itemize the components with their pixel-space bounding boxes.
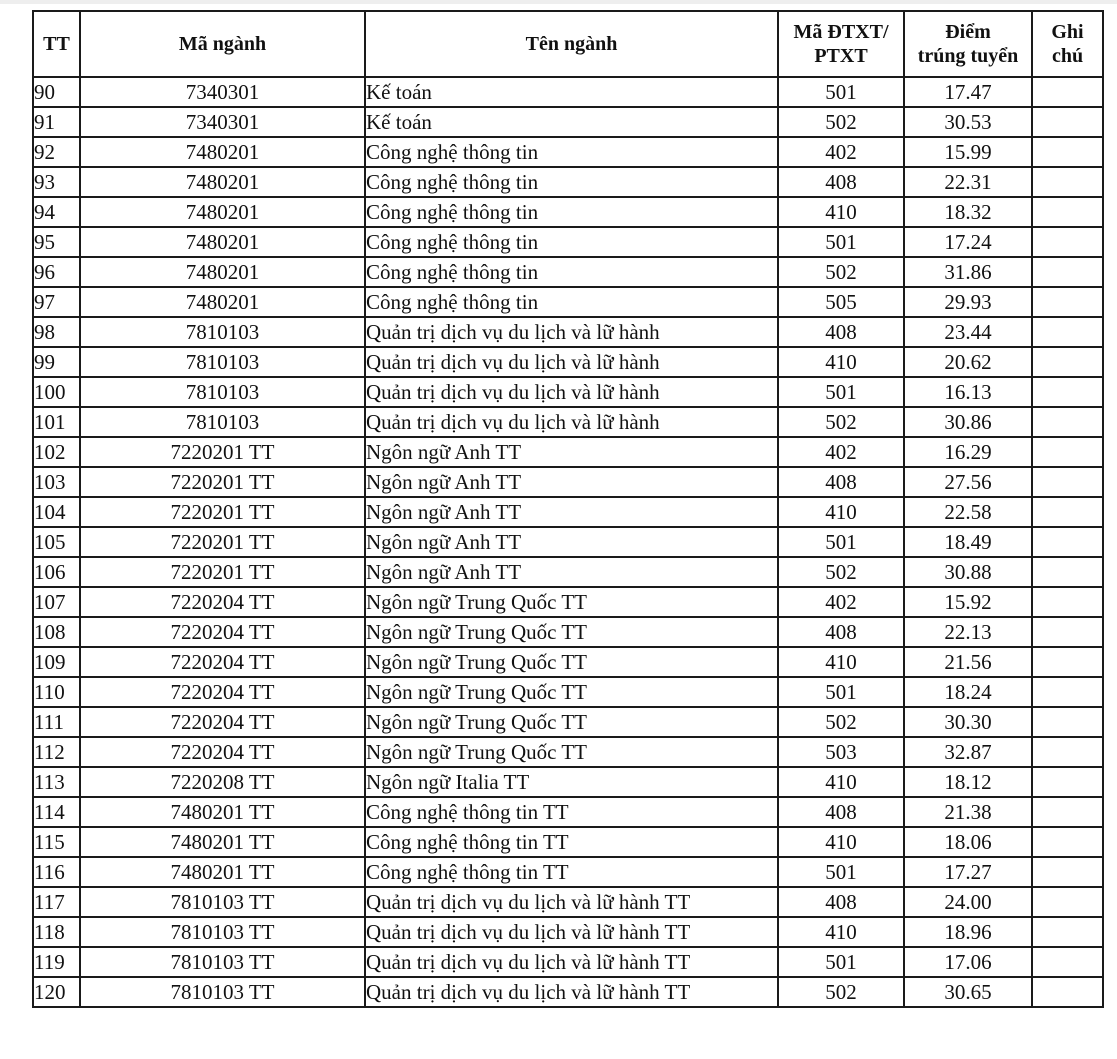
cell-admission-mode: 408 — [778, 887, 904, 917]
header-admission-mode — [778, 11, 904, 77]
table-row — [33, 227, 1103, 257]
cell-tt: 104 — [33, 497, 80, 527]
cell-note — [1032, 887, 1103, 917]
cell-score: 22.13 — [904, 617, 1032, 647]
cell-score: 30.30 — [904, 707, 1032, 737]
cell-major-code: 7220201 TT — [80, 497, 365, 527]
cell-admission-mode: 501 — [778, 527, 904, 557]
table-row — [33, 797, 1103, 827]
cell-major-code: 7810103 TT — [80, 917, 365, 947]
cell-admission-mode: 410 — [778, 827, 904, 857]
cell-tt: 108 — [33, 617, 80, 647]
cell-major-name: Quản trị dịch vụ du lịch và lữ hành — [365, 407, 778, 437]
table-row — [33, 947, 1103, 977]
cell-major-name: Quản trị dịch vụ du lịch và lữ hành TT — [365, 947, 778, 977]
cell-tt: 106 — [33, 557, 80, 587]
cell-admission-mode: 501 — [778, 377, 904, 407]
cell-note — [1032, 377, 1103, 407]
cell-admission-mode: 501 — [778, 857, 904, 887]
cell-score: 30.86 — [904, 407, 1032, 437]
table-row — [33, 197, 1103, 227]
cell-score: 17.27 — [904, 857, 1032, 887]
cell-note — [1032, 647, 1103, 677]
cell-tt: 119 — [33, 947, 80, 977]
cell-admission-mode: 501 — [778, 77, 904, 107]
cell-tt: 93 — [33, 167, 80, 197]
cell-admission-mode: 408 — [778, 797, 904, 827]
cell-major-name: Quản trị dịch vụ du lịch và lữ hành TT — [365, 917, 778, 947]
table-row — [33, 557, 1103, 587]
cell-score: 15.99 — [904, 137, 1032, 167]
cell-major-name: Công nghệ thông tin TT — [365, 827, 778, 857]
cell-admission-mode: 505 — [778, 287, 904, 317]
cell-major-name: Công nghệ thông tin — [365, 257, 778, 287]
cell-major-name: Quản trị dịch vụ du lịch và lữ hành TT — [365, 977, 778, 1007]
cell-note — [1032, 797, 1103, 827]
header-admission-mode-line1: Mã ĐTXT/ — [793, 21, 889, 43]
cell-tt: 90 — [33, 77, 80, 107]
cell-tt: 103 — [33, 467, 80, 497]
cell-score: 22.58 — [904, 497, 1032, 527]
table-row — [33, 647, 1103, 677]
cell-note — [1032, 257, 1103, 287]
cell-admission-mode: 402 — [778, 587, 904, 617]
cell-tt: 92 — [33, 137, 80, 167]
table-row — [33, 887, 1103, 917]
cell-major-code: 7220204 TT — [80, 647, 365, 677]
header-note-line1: Ghi — [1051, 21, 1084, 43]
cell-major-code: 7480201 — [80, 197, 365, 227]
cell-score: 32.87 — [904, 737, 1032, 767]
cell-note — [1032, 287, 1103, 317]
cell-tt: 100 — [33, 377, 80, 407]
cell-major-name: Quản trị dịch vụ du lịch và lữ hành — [365, 317, 778, 347]
cell-score: 17.24 — [904, 227, 1032, 257]
cell-major-code: 7220204 TT — [80, 737, 365, 767]
cell-major-code: 7220201 TT — [80, 557, 365, 587]
cell-admission-mode: 502 — [778, 557, 904, 587]
cell-note — [1032, 107, 1103, 137]
cell-major-code: 7810103 TT — [80, 947, 365, 977]
cell-note — [1032, 617, 1103, 647]
cell-major-code: 7480201 — [80, 137, 365, 167]
table-row — [33, 857, 1103, 887]
cell-major-code: 7220208 TT — [80, 767, 365, 797]
cell-tt: 120 — [33, 977, 80, 1007]
cell-admission-mode: 410 — [778, 347, 904, 377]
table-body — [33, 77, 1103, 1007]
cell-major-code: 7220204 TT — [80, 587, 365, 617]
cell-tt: 111 — [33, 707, 80, 737]
table-row — [33, 527, 1103, 557]
table-row — [33, 347, 1103, 377]
cell-note — [1032, 497, 1103, 527]
table-row — [33, 827, 1103, 857]
cell-note — [1032, 977, 1103, 1007]
cell-score: 27.56 — [904, 467, 1032, 497]
cell-tt: 114 — [33, 797, 80, 827]
top-edge-bar — [0, 0, 1117, 4]
cell-admission-mode: 502 — [778, 107, 904, 137]
cell-tt: 116 — [33, 857, 80, 887]
cell-tt: 101 — [33, 407, 80, 437]
cell-major-code: 7480201 — [80, 227, 365, 257]
header-admission-mode-line2: PTXT — [814, 45, 868, 67]
cell-admission-mode: 410 — [778, 197, 904, 227]
cell-major-name: Quản trị dịch vụ du lịch và lữ hành — [365, 347, 778, 377]
cell-note — [1032, 677, 1103, 707]
cell-note — [1032, 197, 1103, 227]
cell-tt: 109 — [33, 647, 80, 677]
cell-score: 29.93 — [904, 287, 1032, 317]
cell-score: 30.53 — [904, 107, 1032, 137]
cell-major-name: Quản trị dịch vụ du lịch và lữ hành — [365, 377, 778, 407]
cell-admission-mode: 410 — [778, 917, 904, 947]
cell-major-name: Ngôn ngữ Anh TT — [365, 497, 778, 527]
cell-admission-mode: 410 — [778, 497, 904, 527]
cell-note — [1032, 827, 1103, 857]
cell-note — [1032, 767, 1103, 797]
cell-admission-mode: 502 — [778, 407, 904, 437]
table-row — [33, 107, 1103, 137]
cell-score: 30.88 — [904, 557, 1032, 587]
cell-note — [1032, 587, 1103, 617]
cell-major-name: Ngôn ngữ Anh TT — [365, 437, 778, 467]
cell-major-code: 7480201 — [80, 287, 365, 317]
cell-major-code: 7220204 TT — [80, 677, 365, 707]
cell-tt: 117 — [33, 887, 80, 917]
cell-major-code: 7480201 — [80, 167, 365, 197]
cell-tt: 99 — [33, 347, 80, 377]
cell-score: 20.62 — [904, 347, 1032, 377]
cell-note — [1032, 917, 1103, 947]
cell-tt: 97 — [33, 287, 80, 317]
cell-major-code: 7810103 — [80, 407, 365, 437]
table-row — [33, 617, 1103, 647]
cell-note — [1032, 137, 1103, 167]
table-row — [33, 377, 1103, 407]
cell-tt: 118 — [33, 917, 80, 947]
cell-major-name: Công nghệ thông tin — [365, 167, 778, 197]
cell-major-code: 7810103 TT — [80, 887, 365, 917]
table-row — [33, 257, 1103, 287]
table-row — [33, 587, 1103, 617]
cell-admission-mode: 408 — [778, 167, 904, 197]
cell-tt: 94 — [33, 197, 80, 227]
table-row — [33, 467, 1103, 497]
cell-major-code: 7220204 TT — [80, 617, 365, 647]
cell-major-name: Công nghệ thông tin — [365, 197, 778, 227]
cell-admission-mode: 410 — [778, 767, 904, 797]
table-row — [33, 77, 1103, 107]
cell-major-name: Ngôn ngữ Anh TT — [365, 467, 778, 497]
cell-major-name: Ngôn ngữ Anh TT — [365, 557, 778, 587]
table-row — [33, 977, 1103, 1007]
cell-admission-mode: 408 — [778, 467, 904, 497]
cell-admission-mode: 402 — [778, 437, 904, 467]
cell-note — [1032, 227, 1103, 257]
cell-major-code: 7340301 — [80, 77, 365, 107]
cell-major-name: Công nghệ thông tin — [365, 137, 778, 167]
cell-score: 21.56 — [904, 647, 1032, 677]
table-row — [33, 407, 1103, 437]
header-note — [1032, 11, 1103, 77]
cell-score: 18.49 — [904, 527, 1032, 557]
cell-admission-mode: 502 — [778, 707, 904, 737]
cell-admission-mode: 408 — [778, 317, 904, 347]
cell-major-code: 7220201 TT — [80, 527, 365, 557]
cell-admission-mode: 502 — [778, 977, 904, 1007]
cell-tt: 96 — [33, 257, 80, 287]
cell-tt: 113 — [33, 767, 80, 797]
cell-admission-mode: 501 — [778, 947, 904, 977]
cell-major-code: 7340301 — [80, 107, 365, 137]
cell-major-name: Ngôn ngữ Trung Quốc TT — [365, 737, 778, 767]
cell-score: 22.31 — [904, 167, 1032, 197]
cell-major-name: Kế toán — [365, 107, 778, 137]
cell-major-code: 7220201 TT — [80, 437, 365, 467]
cell-score: 17.47 — [904, 77, 1032, 107]
cell-tt: 110 — [33, 677, 80, 707]
cell-major-name: Ngôn ngữ Italia TT — [365, 767, 778, 797]
cell-major-code: 7480201 TT — [80, 827, 365, 857]
cell-tt: 112 — [33, 737, 80, 767]
cell-major-code: 7810103 TT — [80, 977, 365, 1007]
cell-note — [1032, 467, 1103, 497]
cell-major-name: Công nghệ thông tin — [365, 287, 778, 317]
cell-major-name: Ngôn ngữ Trung Quốc TT — [365, 617, 778, 647]
table-row — [33, 707, 1103, 737]
cell-score: 18.32 — [904, 197, 1032, 227]
cell-major-name: Ngôn ngữ Trung Quốc TT — [365, 587, 778, 617]
cell-note — [1032, 707, 1103, 737]
cell-score: 18.96 — [904, 917, 1032, 947]
cell-score: 18.24 — [904, 677, 1032, 707]
header-note-line2: chú — [1051, 45, 1084, 67]
cell-score: 18.12 — [904, 767, 1032, 797]
cell-note — [1032, 857, 1103, 887]
cell-note — [1032, 737, 1103, 767]
cell-admission-mode: 408 — [778, 617, 904, 647]
cell-admission-mode: 501 — [778, 227, 904, 257]
cell-tt: 91 — [33, 107, 80, 137]
cell-major-name: Công nghệ thông tin — [365, 227, 778, 257]
cell-major-name: Quản trị dịch vụ du lịch và lữ hành TT — [365, 887, 778, 917]
cell-note — [1032, 407, 1103, 437]
header-score — [904, 11, 1032, 77]
table-header-row — [33, 11, 1103, 77]
cell-note — [1032, 527, 1103, 557]
cell-note — [1032, 317, 1103, 347]
cell-tt: 95 — [33, 227, 80, 257]
cell-admission-mode: 501 — [778, 677, 904, 707]
cell-tt: 115 — [33, 827, 80, 857]
header-score-line1: Điểm — [945, 21, 991, 43]
cell-score: 31.86 — [904, 257, 1032, 287]
cell-admission-mode: 502 — [778, 257, 904, 287]
table-row — [33, 317, 1103, 347]
header-major-code: Mã ngành — [80, 11, 365, 77]
table-row — [33, 677, 1103, 707]
cell-tt: 102 — [33, 437, 80, 467]
cell-major-name: Ngôn ngữ Anh TT — [365, 527, 778, 557]
cell-note — [1032, 77, 1103, 107]
cell-major-code: 7480201 TT — [80, 797, 365, 827]
cell-note — [1032, 437, 1103, 467]
cell-score: 18.06 — [904, 827, 1032, 857]
cell-major-name: Ngôn ngữ Trung Quốc TT — [365, 707, 778, 737]
cell-major-code: 7220204 TT — [80, 707, 365, 737]
cell-major-name: Công nghệ thông tin TT — [365, 857, 778, 887]
cell-major-code: 7810103 — [80, 347, 365, 377]
header-major-name: Tên ngành — [365, 11, 778, 77]
cell-score: 15.92 — [904, 587, 1032, 617]
header-score-line2: trúng tuyển — [917, 45, 1019, 67]
cell-score: 16.29 — [904, 437, 1032, 467]
cell-major-code: 7220201 TT — [80, 467, 365, 497]
table-row — [33, 917, 1103, 947]
table-row — [33, 137, 1103, 167]
cell-major-name: Ngôn ngữ Trung Quốc TT — [365, 677, 778, 707]
cell-score: 16.13 — [904, 377, 1032, 407]
cell-major-code: 7480201 TT — [80, 857, 365, 887]
cell-score: 24.00 — [904, 887, 1032, 917]
table-row — [33, 767, 1103, 797]
table-row — [33, 737, 1103, 767]
table-row — [33, 437, 1103, 467]
table-row — [33, 287, 1103, 317]
cell-score: 17.06 — [904, 947, 1032, 977]
cell-admission-mode: 402 — [778, 137, 904, 167]
cell-major-name: Ngôn ngữ Trung Quốc TT — [365, 647, 778, 677]
cell-major-name: Công nghệ thông tin TT — [365, 797, 778, 827]
cell-tt: 105 — [33, 527, 80, 557]
cell-major-code: 7810103 — [80, 377, 365, 407]
cell-major-code: 7480201 — [80, 257, 365, 287]
admission-scores-table — [32, 10, 1104, 1008]
cell-score: 23.44 — [904, 317, 1032, 347]
table-row — [33, 167, 1103, 197]
cell-tt: 98 — [33, 317, 80, 347]
cell-major-code: 7810103 — [80, 317, 365, 347]
cell-note — [1032, 167, 1103, 197]
cell-major-name: Kế toán — [365, 77, 778, 107]
cell-note — [1032, 947, 1103, 977]
cell-note — [1032, 347, 1103, 377]
cell-score: 30.65 — [904, 977, 1032, 1007]
cell-tt: 107 — [33, 587, 80, 617]
table-row — [33, 497, 1103, 527]
header-tt: TT — [33, 11, 80, 77]
cell-admission-mode: 410 — [778, 647, 904, 677]
cell-admission-mode: 503 — [778, 737, 904, 767]
cell-note — [1032, 557, 1103, 587]
cell-score: 21.38 — [904, 797, 1032, 827]
